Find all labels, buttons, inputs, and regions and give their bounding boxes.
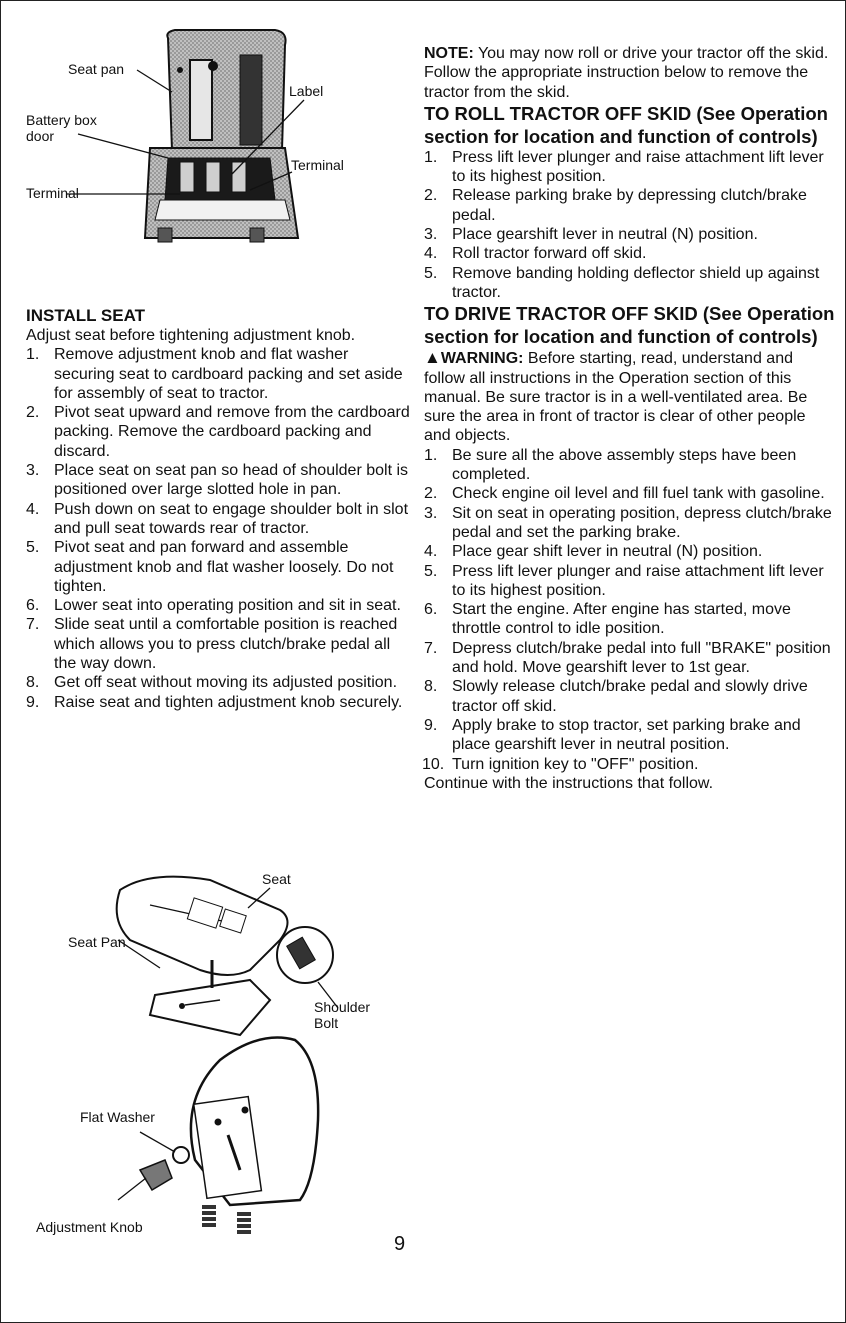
list-item: 9. Raise seat and tighten adjustment knob securely. [26,693,403,711]
seat-pan-label: Seat pan [68,61,125,77]
list-item: 8. Get off seat without moving its adjusted position. [26,674,398,692]
battery-box-illustration [0,0,420,300]
warning-label: WARNING: [440,350,524,368]
list-item: 6. Lower seat into operating position and sit in seat. [26,597,401,615]
adjustment-knob-label: Adjustment Knob [36,1219,143,1235]
seat-pan-label: Seat Pan [68,934,126,950]
list-item: 3. Place gearshift lever in neutral (N) position. [424,226,758,244]
list-item: 2. Pivot seat upward and remove from the cardboard packing. Remove the cardboard packing and discard. [26,404,410,460]
list-item: 4. Place gear shift lever in neutral (N) position. [424,543,763,561]
note-text: You may now roll or drive your tractor off the skid. Follow the appropriate instruction below to remove the tractor from the skid. [424,45,829,101]
seat-illustration [0,860,420,1250]
battery-box-door-label-line2: door [26,128,55,144]
remove-from-skid-section [424,44,836,793]
roll-tractor-heading: TO ROLL TRACTOR OFF SKID (See Operation section for location and function of controls) [424,102,828,147]
warning-icon: ▲ [424,348,441,368]
list-item: 5. Press lift lever plunger and raise attachment lift lever to its highest position. [424,562,824,599]
list-item: 7. Depress clutch/brake pedal into full "BRAKE" position and hold. Move gearshift lever to 1st gear. [424,639,831,677]
seat-label: Seat [262,871,291,887]
list-item: 2. Check engine oil level and fill fuel tank with gasoline. [424,485,825,503]
page-number: 9 [394,1233,406,1255]
drive-tractor-steps [424,446,836,774]
list-item: 1. Press lift lever plunger and raise attachment lift lever to its highest position. [424,148,824,186]
list-item: 8. Slowly release clutch/brake pedal and slowly drive tractor off skid. [424,678,808,715]
list-item: 4. Push down on seat to engage shoulder bolt in slot and pull seat towards rear of tractor. [26,500,409,537]
list-item: 10. Turn ignition key to "OFF" position. [422,755,699,773]
install-seat-steps [26,345,411,712]
install-seat-intro: Adjust seat before tightening adjustment knob. [26,327,356,344]
list-item: 6. Start the engine. After engine has started, move throttle control to idle position. [424,601,791,638]
shoulder-bolt-label-line1: Shoulder [314,999,371,1015]
list-item: 3. Place seat on seat pan so head of shoulder bolt is positioned over large slotted hole in pan. [26,462,409,499]
battery-box-figure [0,0,420,300]
terminal-left-label: Terminal [26,185,79,201]
list-item: 9. Apply brake to stop tractor, set parking brake and place gearshift lever in neutral position. [424,716,801,754]
note-paragraph [424,44,836,102]
warning-paragraph [424,348,836,445]
roll-tractor-steps [424,148,836,302]
terminal-right-label: Terminal [291,157,344,173]
note-label: NOTE: [424,45,474,62]
label-label: Label [289,83,324,99]
install-seat-section [26,306,411,712]
list-item: 1. Be sure all the above assembly steps have been completed. [424,446,797,484]
list-item: 3. Sit on seat in operating position, depress clutch/brake pedal and set the parking brake. [424,504,832,541]
flat-washer-label: Flat Washer [80,1109,155,1125]
list-item: 5. Pivot seat and pan forward and assemble adjustment knob and flat washer loosely. Do not tighten. [26,539,394,595]
list-item: 1. Remove adjustment knob and flat washer securing seat to cardboard packing and set aside for assembly of seat to tractor. [26,346,403,402]
seat-figure [0,860,420,1250]
install-seat-heading: INSTALL SEAT [26,306,145,325]
list-item: 5. Remove banding holding deflector shield up against tractor. [424,264,820,301]
shoulder-bolt-label-line2: Bolt [314,1015,339,1031]
battery-box-door-label-line1: Battery box [26,112,97,128]
list-item: 2. Release parking brake by depressing clutch/brake pedal. [424,187,807,224]
list-item: 4. Roll tractor forward off skid. [424,245,647,263]
warning-text: Before starting, read, understand and follow all instructions in the Operation section of this manual. Be sure tractor is in a well-ventilated area. Be sure the area in front of tractor is clear of other people and objects. [424,350,808,445]
list-item: 7. Slide seat until a comfortable position is reached which allows you to press clutch/brake pedal all the way down. [26,616,398,673]
closing-text: Continue with the instructions that follow. [424,774,714,792]
drive-tractor-heading: TO DRIVE TRACTOR OFF SKID (See Operation section for location and function of controls) [424,303,835,348]
